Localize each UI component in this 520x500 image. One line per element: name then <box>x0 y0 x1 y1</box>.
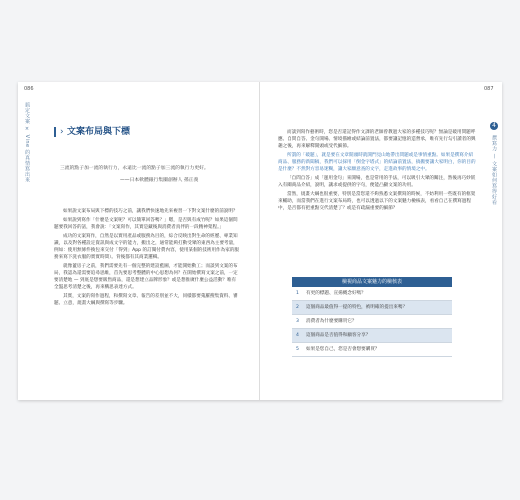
right-body-text <box>278 129 476 214</box>
right-page-number: 087 <box>484 86 494 92</box>
row-number: 3 <box>296 319 299 324</box>
left-page-number: 086 <box>24 86 34 92</box>
table-row <box>292 315 452 329</box>
row-number: 5 <box>296 347 299 352</box>
paragraph: 「自問自答」成「運用金句」來開場，也是常用的手法，可以吸引大眾的關注，然後再巧妙嵌入有關商品介紹，說明，讓求或提供的字句，便能凸顯文案的功用。 <box>278 176 476 188</box>
title-accent-bar <box>54 127 56 137</box>
table-row <box>292 301 452 315</box>
left-running-head: 搞定文案 × Vine 的真情寫出來 <box>24 102 30 183</box>
row-text: 這個商品是否值得和顧客分享？ <box>306 333 371 338</box>
paragraph: 其實，文案的寫作過程，和撰寫文章、報告的差別並不大，同樣都要蒐羅搜集資料、審題、立意，規畫大綱與撰寫等步驟。 <box>54 294 238 306</box>
row-number: 2 <box>296 305 299 310</box>
section-title: 文案布局與下標 <box>67 127 131 137</box>
epigraph-quote: 三流的點子加一流的執行力，永遠比一流的點子加三流的執行力更好。 <box>60 166 209 171</box>
paragraph: 成功的文案寫作，自然是以實用產品或服務為目的，綜合反映出對生命的經歷、專業知識，以及對各種設定資訊與成文字的能力，搬出之，通常能夠打動受眾的東西為主要考量，例如：使用無條件換包來交付「得到」App 的訂閱付費內容，使用某個的技術用作為家的服務來寫下洗衣服的實實時間）。背後都有其商業邏輯。 <box>54 234 240 260</box>
checklist-table-header: 檢視商品文案魅力的檢核表 <box>292 277 452 287</box>
table-row <box>292 343 452 357</box>
paragraph-highlighted: 所謂的「破題」，就是要在文章開頭時就開門見山地帶出問題或是事情重點。如果是撰寫介紹商品、服務的新聞稿，我們可以採用「倒金字塔式」的結論前置法，搞搬要讓大家明白，你的目的是什麼？不然對方容易迷糊，讓大家願意查的文字，走進故事的情境之中。 <box>278 153 476 172</box>
table-row <box>292 287 452 301</box>
checklist-table <box>292 277 452 357</box>
page-gutter <box>259 82 260 400</box>
paragraph: 當然，規畫大綱也很重要，特別是當您還不夠熟悉文案撰寫的時候，不妨利用一些既有的框架來輔助，而當我們在進行文案布局時，也可以透過以下的文案魅力檢核表，看看自己在撰寫過程中，是否都有把重點交代清楚了？或是有疏漏重要的細節？ <box>278 192 476 211</box>
paragraph: 如果說文案布局與下標的技巧之前，讓我們快速地先來複習一下對文案什麼的前說明？ <box>63 209 238 214</box>
row-text: 有更的標題、宣揚概念好嗎？ <box>306 291 366 296</box>
chapter-number-badge: 4 <box>490 122 498 130</box>
row-number: 4 <box>296 333 299 338</box>
paragraph: 就像蓋房子之前，我們需要先有一個完整的建設藍圖，才能開始動工；而談到文案的布局，我認為還需要追尋思維，首先要思考整體的中心思想為何？在開始撰寫文案之前，一定要清楚地 — 到底是想要販售商品，還是想建立品牌形象？或是想推廣什麼公益活動？唯有全盤思考清楚之後，再來構思表達方式。 <box>54 264 238 290</box>
left-body-text <box>54 208 239 309</box>
row-text: 這個商品最值得一提的特色，被明確的提出來嗎？ <box>306 305 408 310</box>
paragraph: 如果說到寫作「什麼是文案呢？可以簡單回答嗎？」嗯，是否與有成竹呢？如果這個問題要我回答的話，我會說：「文案寫作，其實是藏後與消費者真伴的一段精神架程。」 <box>54 218 238 230</box>
epigraph-attribution: ——日本軟體銀行集團創辦人 孫正義 <box>120 178 199 183</box>
row-text: 如果是您自己，您是否會想要購買？ <box>306 347 380 352</box>
row-number: 1 <box>296 291 299 296</box>
row-text: 消費者為什麼要購買它？ <box>306 319 357 324</box>
paragraph: 而談到寫作藝術時，您是否還記得作文課的老師曾教過大家的多種技巧呢？無論是破用問題呼應、自問自答、金句開場、情境描繪或結論前置法，都要讓記憶的造營承，唯有先行勾引讀者的興趣之後，再來解釋開頭或受代細節。 <box>278 130 476 149</box>
chevron-right-icon: › <box>60 127 64 137</box>
table-row <box>292 329 452 343</box>
right-running-head: 撰寫力 — 文案如何寫得好看 <box>491 135 497 206</box>
